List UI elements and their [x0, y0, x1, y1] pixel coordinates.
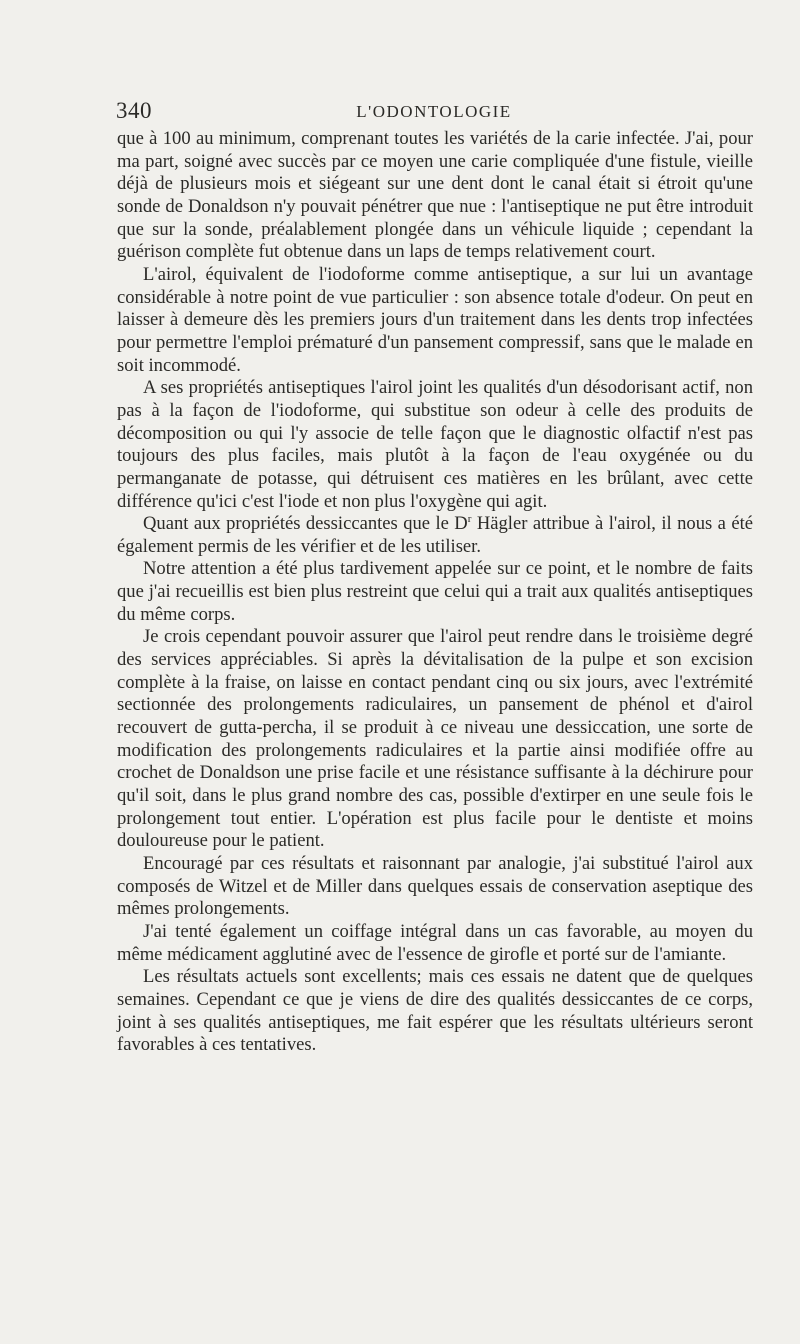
page-header — [116, 98, 752, 128]
paragraph-airol-odeur: L'airol, équivalent de l'iodoforme comme antiseptique, a sur lui un avantage considérable à notre point de vue particulier : son absence totale d'odeur. On peut en laisser à demeure dès les premiers jours d'un traitement dans les dents trop infectées pour permettre l'emploi prématuré d'un pansement compressif, sans que le malade en soit incommodé. — [117, 263, 753, 376]
paragraph-dessiccantes — [117, 513, 753, 558]
paragraph-troisieme-degre: Je crois cependant pouvoir assurer que l'airol peut rendre dans le troisième degré des services appréciables. Si après la dévitalisation de la pulpe et son excision complète à la fraise, on laisse en contact pendant cinq ou six jours, avec l'extrémité sectionnée des prolongements radiculaires, un pansement de phénol et d'airol recouvert de gutta-percha, il se produit à ce niveau une dessiccation, une sorte de modification des prolongements radiculaires et la partie ainsi modifiée offre au crochet de Donaldson une prise facile et une résistance suffisante à la déchirure pour qu'il soit, dans le plus grand nombre des cas, possible d'extirper en une seule fois le prolongement tout entier. L'opération est plus facile pour le dentiste et moins douloureuse pour le patient. — [117, 626, 753, 852]
page-number: 340 — [116, 98, 152, 123]
paragraph-desodorisant: A ses propriétés antiseptiques l'airol joint les qualités d'un désodorisant actif, non pas à la façon de l'iodoforme, qui substitue son odeur à celle des produits de décomposition ou qui l'y associe de telle façon que le diagnostic olfactif n'est pas toujours des plus faciles, mais plutôt à la façon de l'eau oxygénée ou du permanganate de potasse, qui détruisent ces matières en les brûlant, avec cette différence qu'ici c'est l'iode et non plus l'oxygène qui agit. — [117, 377, 753, 512]
paragraph-coiffage: J'ai tenté également un coiffage intégral dans un cas favorable, au moyen du même médicament agglutiné avec de l'essence de girofle et porté sur de l'amiante. — [117, 920, 753, 965]
paragraph-attention: Notre attention a été plus tardivement appelée sur ce point, et le nombre de faits que j'ai recueillis est bien plus restreint que celui qui a trait aux qualités antiseptiques du même corps. — [117, 558, 753, 625]
paragraph-dessiccantes-before: Quant aux propriétés dessiccantes que le D — [143, 513, 468, 535]
paragraph-dessiccantes-after: Hägler attribue à l'airol, il nous a été également permis de les vérifier et de les utiliser. — [117, 513, 753, 557]
running-title: L'ODONTOLOGIE — [356, 102, 512, 121]
paragraph-continuation: que à 100 au minimum, comprenant toutes les variétés de la carie infectée. J'ai, pour ma part, soigné avec succès par ce moyen une carie compliquée d'une fistule, vieille déjà de plusieurs mois et siégeant sur une dent dont le canal était si étroit qu'une sonde de Donaldson n'y pouvait pénétrer que nue : l'antiseptique ne put être introduit que sur la sonde, préalablement plongée dans un véhicule liquide ; cependant la guérison complète fut obtenue dans un laps de temps relativement court. — [117, 128, 753, 263]
paragraph-resultats: Les résultats actuels sont excellents; mais ces essais ne datent que de quelques semaines. Cependant ce que je viens de dire des qualités dessiccantes de ce corps, joint à ses qualités antiseptiques, me fait espérer que les résultats ultérieurs seront favorables à ces tentatives. — [117, 966, 753, 1056]
body-text — [117, 128, 753, 1057]
doctor-abbrev-superscript: r — [467, 512, 472, 525]
paragraph-encourage: Encouragé par ces résultats et raisonnant par analogie, j'ai substitué l'airol aux composés de Witzel et de Miller dans quelques essais de conservation aseptique des mêmes prolongements. — [117, 853, 753, 920]
